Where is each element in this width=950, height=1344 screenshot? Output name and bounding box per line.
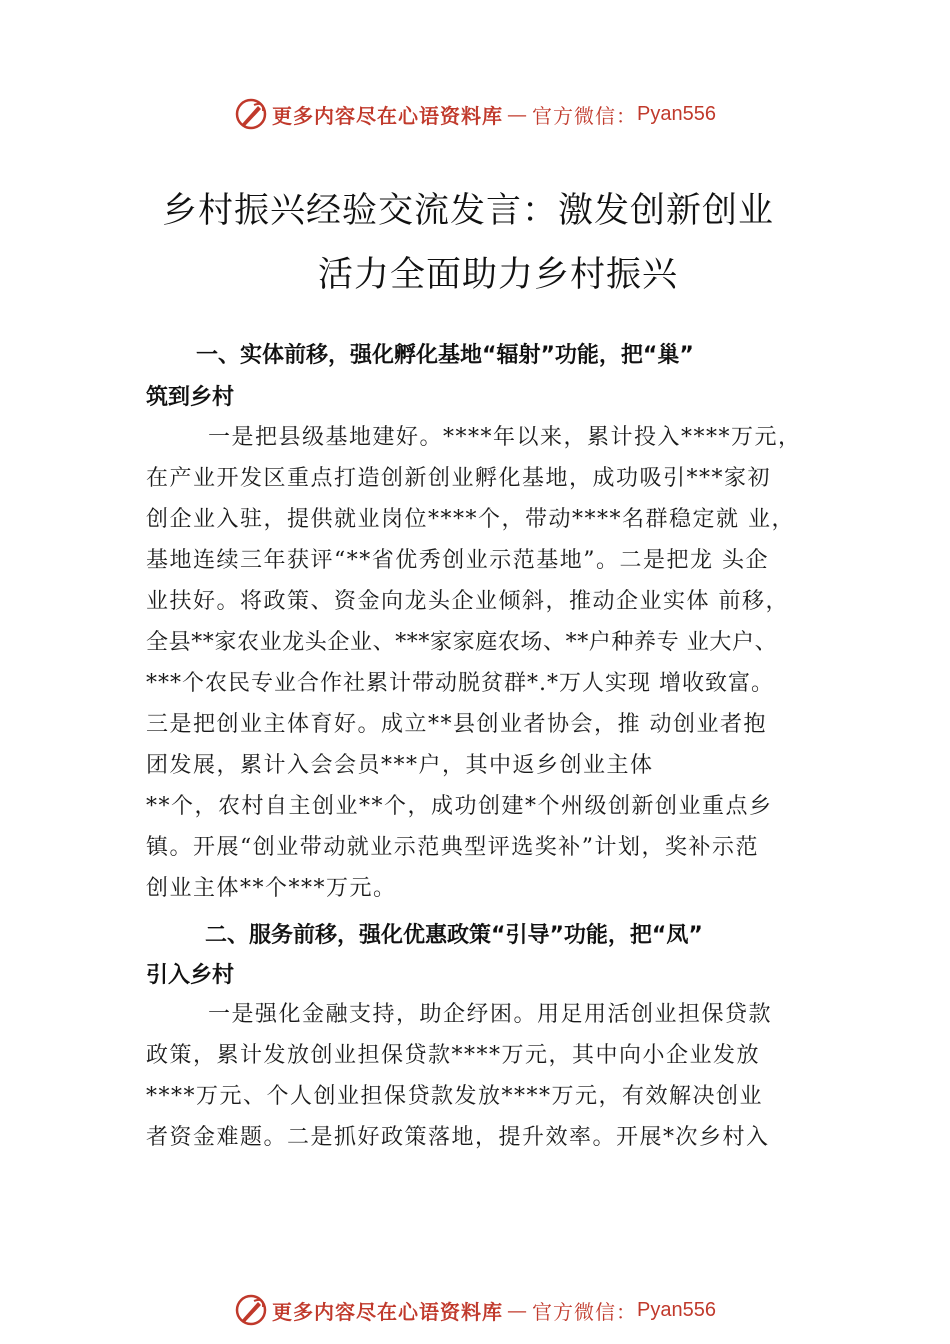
- banner-wechat-id: Pyan556: [637, 102, 716, 125]
- paragraph-line: **个，农村自主创业**个，成功创建*个州级创新创业重点乡: [146, 794, 773, 819]
- banner-brand-text: 更多内容尽在心语资料库: [272, 1299, 504, 1324]
- banner-wechat-label: 官方微信：: [532, 103, 638, 128]
- paragraph-line: ****万元、个人创业担保贷款发放****万元，有效解决创业: [146, 1084, 764, 1109]
- banner-separator: —: [507, 1298, 529, 1322]
- document-title-line-2: 活力全面助力乡村振兴: [318, 255, 679, 295]
- paragraph-line: 团发展，累计入会会员***户，其中返乡创业主体: [146, 753, 654, 778]
- quill-logo-icon: [234, 97, 268, 131]
- paragraph-line: 政策，累计发放创业担保贷款****万元，其中向小企业发放: [146, 1043, 761, 1068]
- paragraph-line: 基地连续三年获评“**省优秀创业示范基地”。二是把龙 头企: [146, 548, 769, 573]
- banner-brand-text: 更多内容尽在心语资料库: [272, 103, 504, 128]
- section-2-heading-line-1: 二、服务前移，强化优惠政策“引导”功能，把“凤”: [205, 923, 703, 948]
- header-watermark-banner: [0, 94, 950, 134]
- quill-logo-icon: [234, 1293, 268, 1327]
- paragraph-line: 业扶好。将政策、资金向龙头企业倾斜，推动企业实体 前移，: [146, 589, 789, 614]
- footer-watermark-banner: [0, 1290, 950, 1330]
- document-title-line-1: 乡村振兴经验交流发言：激发创新创业: [162, 191, 775, 231]
- section-1-heading-line-2: 筑到乡村: [146, 385, 235, 410]
- paragraph-line: 镇。开展“创业带动就业示范典型评选奖补”计划，奖补示范: [146, 835, 759, 860]
- banner-wechat-id: Pyan556: [637, 1298, 716, 1321]
- paragraph-line: 者资金难题。二是抓好政策落地，提升效率。开展*次乡村入: [146, 1125, 770, 1150]
- paragraph-line: 创企业入驻，提供就业岗位****个，带动****名群稳定就 业，: [146, 507, 795, 532]
- paragraph-line: 创业主体**个***万元。: [146, 876, 397, 901]
- paragraph-line: 一是强化金融支持，助企纾困。用足用活创业担保贷款: [208, 1002, 773, 1027]
- paragraph-line: 在产业开发区重点打造创新创业孵化基地，成功吸引***家初: [146, 466, 772, 491]
- paragraph-line: 一是把县级基地建好。****年以来，累计投入****万元，: [208, 425, 802, 450]
- banner-separator: —: [507, 102, 529, 126]
- section-2-heading-line-2: 引入乡村: [146, 963, 235, 988]
- paragraph-line: ***个农民专业合作社累计带动脱贫群*.*万人实现 增收致富。: [146, 671, 774, 696]
- banner-wechat-label: 官方微信：: [532, 1299, 638, 1324]
- paragraph-line: 三是把创业主体育好。成立**县创业者协会，推 动创业者抱: [146, 712, 767, 737]
- paragraph-line: 全县**家农业龙头企业、***家家庭农场、**户种养专 业大户、: [146, 630, 778, 655]
- section-1-heading-line-1: 一、实体前移，强化孵化基地“辐射”功能，把“巢”: [196, 343, 694, 368]
